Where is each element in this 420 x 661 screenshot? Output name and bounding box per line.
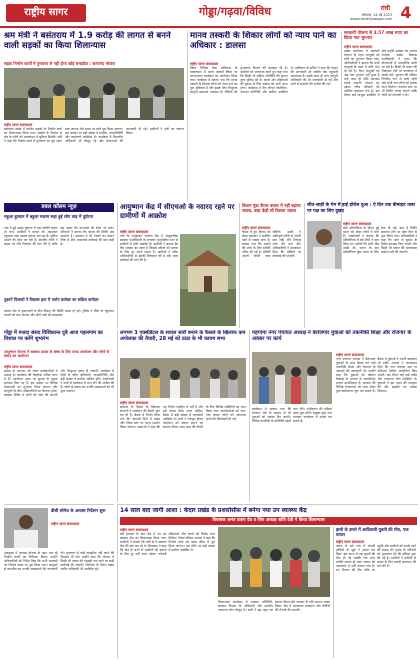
left-mini-photo <box>4 508 48 548</box>
trafficking-story <box>187 31 339 201</box>
double-column-label-text: डबल कॉलम न्यूज़ <box>41 204 77 210</box>
jeet-byline: राष्ट्रीय सागर संवाददाता <box>343 222 372 226</box>
section-title: गोड्डा/गढ़वा/विविध <box>150 3 320 21</box>
cross-right-body-2: कार्यक्रम में बताया गया कि रोजगार मेले के माध्यम से भी युवाओं को अवसर दिए जाएंगे। विभिन्न कंपनियों के प्रतिनिधि इसमें भाग लेंगे। पंजीकरण की प्रक्रिया जल्द शुरू होगी। इच्छुक युवा नगर पंचायत कार्यालय में संपर्क कर सकते हैं। <box>252 407 332 423</box>
ayushman-byline: राष्ट्रीय सागर संवाददाता <box>120 230 149 234</box>
ayushman-photo <box>180 234 236 326</box>
kishan-headline: किशन मुंडा कैंपस बवाल में नहीं बढ़ाया जवाब, कहा केंद्री सी विशला जवाब <box>242 203 301 213</box>
bottom-main-story <box>117 504 418 659</box>
kishan-body: कैंपस में हुए विवाद को लेकर प्रशासन ने संबंधित पक्षों से जवाब मांगा है। बताया गया कि मामले की जांच के लिए समिति गठित की गई है। समिति अपनी रिपोर्ट जल्द सौंपेगी। छात्रों ने शांतिपूर्ण तरीके से अपनी बात रखी और निष्पक्ष जांच की मांग की। अधिकारियों ने आश्वासन दिया कि दोषियों पर कार्रवाई की जाएगी। <box>242 230 301 258</box>
jeet-headline: जीत-साही के गेम में हाई होरोल दुआ : ऐ दिन तक बीमाहत ताबा पर पक्ष का लिए दुखद <box>307 203 415 214</box>
side-byline: राष्ट्रीय सागर संवाददाता <box>344 45 373 49</box>
cross-right-headline: महगामा नगर पंचायत अध्यक्ष ने बेरोजगार युवाओं को तकनीकी शिक्षा और रोजगार के अवसर पर कार्य <box>252 330 412 343</box>
bottom-main-body-2: शिलान्यास कार्यक्रम में पंचायत प्रतिनिधि, स्वास्थ्य विभाग के अधिकारी और स्थानीय गणमान्य लोग मौजूद थे। सभी ने इस पहल का स्वागत किया और सरकार के प्रति आभार व्यक्त किया। केंद्र में आवश्यक उपकरण और कर्मियों की तैनाती की जाएगी। <box>218 600 330 612</box>
cross-right-story <box>249 330 418 502</box>
godda-story <box>4 330 114 502</box>
bottom-main-body: लंबे इंतजार के बाद क्षेत्र में नए उप स्वास्थ्य केंद्र का शिलान्यास किया गया। ग्रामीणों ने बताया कि वर्षों से वे स्वास्थ्य केंद्र की मांग कर रहे थे। विधायक ने कहा कि केंद्र के बनने से ग्रामीणों को इलाज के लिए दूर नहीं जाना पड़ेगा। गर्भवती महिलाओं और बच्चों को विशेष लाभ मिलेगा। जिला परिषद अध्यक्ष ने कहा कि निर्माण कार्य तय समय सीमा में पूरा किया जाएगा। इस मौके पर बड़ी संख्या में ग्रामीण उपस्थित थे। <box>120 532 215 556</box>
paper-name: राष्ट्रीय सागर <box>24 7 68 18</box>
cross-left-photo <box>120 358 246 398</box>
bottom-mini-body: जंगल से सटे गांव में जंगली हाथियों के झुंड ने हमला कर दिया। इस घटना में एक युवती की मौत हो गई जबकि एक अन्य व्यक्ति घायल हो गया। घायल को अस्पताल में भर्ती कराया गया है। वन विभाग की टीम मौके पर पहुंची और ग्रामीणों को सतर्क रहने की सलाह दी। मृतक के परिजनों को मुआवजा देने की प्रक्रिया शुरू की गई है। ग्रामीणों ने हाथियों से बचाव के लिए स्थायी समाधान की मांग की है। <box>336 544 416 572</box>
edition-word: रांची <box>380 5 390 12</box>
bottom-main-byline: राष्ट्रीय सागर संवाददाता <box>120 528 149 532</box>
cross-left-story <box>117 330 247 502</box>
left-mini-headline: डीसी सोमेश के आवास निर्देशन शुरू <box>51 508 106 513</box>
cross-left-headline: लगभग 3 एक्सीडेंटल के सवाल सारी बनाने के फैसले के खिलाफ कम अपोलका की तैयारी, 28 मई को ठाठा के भी कायम सभा <box>120 330 246 342</box>
mid-brief-body: बाजार क्षेत्र में दुकानदारों के बीच विवाद की स्थिति उत्पन्न हो गई। पुलिस ने मौके पर पहुंचकर मामले को शांत कराया और दोनों पक्षों को समझाया। <box>4 309 114 317</box>
lead-body: बसंतराय प्रखंड में ग्रामीण सड़कों के निर्माण कार्य का शिलान्यास किया गया। सड़कों के निर्माण से क्षेत्र के लोगों को आवागमन में सुविधा मिलेगी। मंत्री ने कहा कि निर्माण कार्य में गुणवत्ता का पूरा ध्यान रखा जाएगा और समय पर कार्य पूरा किया जाएगा। इस अवसर पर बड़ी संख्या में ग्रामीण, जनप्रतिनिधि और कार्यकर्ता उपस्थित थे। कार्यक्रम में विभागीय अधिकारी भी मौजूद रहे और योजनाओं की जानकारी दी गई। ग्रामीणों ने मंत्री का स्वागत किया। <box>4 127 184 143</box>
portrait-image <box>307 221 341 269</box>
left-mini-story <box>4 504 114 659</box>
masthead-rule <box>0 26 420 28</box>
bottom-main-subhead: विधायक अनंत प्रताप देव व जिप अध्यक्ष शांति देवी ने किया शिलान्यास <box>212 518 325 523</box>
meeting-photo-image <box>120 358 246 398</box>
trafficking-headline: मानव तस्करी के शिकार लोगों को न्याय पाने का अधिकार : डालसा <box>190 31 337 51</box>
left-mini-body: उपायुक्त ने आवास योजना के तहत चल रहे निर्माण कार्यों का निरीक्षण किया। उन्होंने अधिकारियों को निर्देश दिया कि सभी आवासों का निर्माण समय पर पूरा किया जाए। लाभुकों से बातचीत कर उनकी समस्याओं की जानकारी ली। गुणवत्ता से कोई समझौता नहीं करने की हिदायत दी गई। उन्होंने कहा कि योजना में किसी भी प्रकार की गड़बड़ी पाए जाने पर कड़ी कार्रवाई की जाएगी। निरीक्षण के दौरान प्रखंड स्तरीय अधिकारी भी उपस्थित रहे। <box>4 551 114 571</box>
ayushman-story <box>117 203 237 328</box>
trafficking-byline: राष्ट्रीय सागर संवाददाता <box>190 62 219 66</box>
cross-right-byline: राष्ट्रीय सागर संवाददाता <box>336 353 365 357</box>
left-mini-byline: राष्ट्रीय सागर संवाददाता <box>51 522 80 526</box>
godda-byline: राष्ट्रीय सागर संवाददाता <box>4 365 33 369</box>
ayushman-headline: आयुष्मान केंद्र में सीएचओ के नदारद रहने पर ग्रामीणों में आक्रोश <box>120 203 235 220</box>
left-brief-1-body: गांव में हुई सड़क दुर्घटना में एक व्यक्ति घायल हो गया। ग्रामीणों ने घायल को अस्पताल पहुंचाया जहां उसका इलाज चल रहा है। पुलिस मामले की जांच कर रही है। स्थानीय लोगों ने सड़क पर गति नियंत्रण की मांग की है ताकि इस प्रकार की घटनाओं को रोका जा सके। परिजनों ने बताया कि घायल की स्थिति अब सामान्य है। प्रशासन ने भी मामले का संज्ञान लिया है और आवश्यक कार्रवाई की बात कही है। <box>4 226 114 246</box>
ayushman-body: गांव के आयुष्मान आरोग्य केंद्र में सामुदायिक स्वास्थ्य पदाधिकारी के लगातार अनुपस्थित रहने से ग्रामीणों में भारी आक्रोश है। ग्रामीणों ने बताया कि केंद्र अक्सर बंद रहता है जिससे मरीजों को इलाज के लिए दूर जाना पड़ता है। ग्रामीणों ने वरीय अधिकारियों से इसकी शिकायत की है और जल्द कार्रवाई की मांग की है। <box>120 234 178 262</box>
foundation-ceremony-photo-image <box>218 527 330 597</box>
date-line: सोमवार, 14 मई 2023 <box>361 13 392 17</box>
official-photo-image <box>4 508 48 548</box>
kishan-story <box>239 203 302 328</box>
left-brief-1-headline: महुआ हुल्यान में बहुला मकाम सहा हुई लोग ताड़ में दुर्घटना <box>4 214 94 219</box>
bottom-main-headline: 14 साल बाद जागी आशा : केदार प्रखंड के प्रशसोसीस में बनेगा नया उप स्वास्थ्य केंद्र <box>120 507 307 514</box>
jeet-body: खेल प्रतियोगिता के दौरान हुई घटना को लेकर लोगों में चर्चा है। आयोजकों ने बताया कि प्रतियोगिता में कई टीमों ने भाग लिया था। दर्शकों की भारी भीड़ उमड़ी थी। घटना के बाद प्रतियोगिता कुछ समय के लिए रोक दी गई। बाद में स्थिति सामान्य होने पर खेल फिर से शुरू किया गया। अधिकारियों ने कहा कि आगे से सुरक्षा के विशेष इंतजाम किए जाएंगे और किसी भी प्रकार की अव्यवस्था बर्दाश्त नहीं की जाएगी। <box>343 226 417 254</box>
cross-left-byline: राष्ट्रीय सागर संवाददाता <box>120 401 149 405</box>
page-number: 4 <box>400 3 412 22</box>
lead-story <box>4 31 184 201</box>
double-column-label <box>4 203 114 212</box>
bottom-mini-byline: राष्ट्रीय सागर संवाददाता <box>336 540 365 544</box>
mid-brief <box>4 298 114 328</box>
bottom-main-subhead-box <box>120 517 417 525</box>
paper-name-box <box>6 4 86 22</box>
cross-left-body: सरकार के फैसले के खिलाफ संगठनों ने आंदोलन की तैयारी शुरू कर दी है। बैठक में निर्णय लिया गया कि आगामी दिनों में प्रखंड और जिला स्तर पर धरना प्रदर्शन किया जाएगा। वक्ताओं ने कहा कि यह निर्णय जनहित में नहीं है और इसे वापस लिया जाना चाहिए। बैठक में बड़ी संख्या में कार्यकर्ता उपस्थित थे। सभी ने एकजुट होकर आंदोलन को सफल बनाने का संकल्प लिया। आम सभा की तैयारी के लिए विभिन्न समितियों का गठन किया गया। कार्यकर्ताओं को गांव-गांव जाकर लोगों को जागरूक करने की जिम्मेदारी दी गई। <box>120 405 246 429</box>
bottom-main-photo <box>218 527 330 597</box>
lead-byline: राष्ट्रीय सागर संवाददाता <box>4 123 33 127</box>
jeet-photo <box>307 221 341 269</box>
crowd-photo-image <box>4 68 184 120</box>
godda-subhead: आयुष्मान योजना में स्वास्थ्य प्रयास के संबंध के लिए समग्र आयोजन और लोगों से संवाद का आयोजन <box>4 350 110 359</box>
kishan-byline: राष्ट्रीय सागर संवाददाता <box>242 226 271 230</box>
masthead <box>0 0 420 30</box>
jeet-story <box>304 203 418 328</box>
godda-headline: गोड्डा में मजदा संसद विशिकान्त दुबे आज पहलगाम का विशाल पर करेंगे शुभारंभ <box>4 330 103 342</box>
lead-headline: श्रम मंत्री ने बसंतराय में 1.9 करोड़ की लागत से बनने वाली सड़कों का किया शिलान्यास <box>4 31 171 51</box>
trafficking-body: जिला विधिक सेवा प्राधिकार के तत्वावधान में मानव तस्करी विषय पर जागरूकता कार्यक्रम का आयोजन किया गया। कार्यक्रम में बताया गया कि मानव तस्करी के शिकार लोगों को न्याय पाने का पूरा अधिकार है और इसके लिए निःशुल्क कानूनी सहायता उपलब्ध है। पीड़ितों को मुआवजा दिलाने की व्यवस्था भी है। ग्रामीणों को जागरूक करते हुए कहा गया कि किसी भी संदिग्ध गतिविधि की सूचना तुरंत पुलिस को दें। बच्चों और महिलाओं की सुरक्षा के लिए समाज को आगे आना होगा। कार्यक्रम में पैरा लीगल वॉलंटियर, पंचायत प्रतिनिधि और ग्रामीण उपस्थित थे। प्राधिकार के सचिव ने कहा कि कानून की जानकारी हर व्यक्ति तक पहुंचानी आवश्यक है। इसके साथ ही अन्य कानूनी अधिकारों की भी जानकारी दी गई और सभी से सहयोग की अपील की गई। <box>190 66 338 94</box>
health-centre-photo-image <box>180 234 236 326</box>
cross-right-body: नगर पंचायत अध्यक्ष ने बेरोजगार युवाओं के साथ बैठक कर उन्हें तकनीकी शिक्षा और रोजगार के अवसरों की जानकारी दी। उन्होंने कहा कि युवाओं को कौशल विकास के माध्यम से आत्मनिर्भर बनाना प्राथमिकता है। सरकार की विभिन्न योजनाओं का लाभ लेकर युवा स्वरोजगार शुरू कर सकते हैं। बैठक में युवाओं ने अपनी समस्याएं भी रखीं। अध्यक्ष ने आश्वासन दिया कि नगर पंचायत स्तर पर प्रशिक्षण शिविर आयोजित किए जाएंगे। इस दौरान कई वार्ड पार्षद और गणमान्य लोग उपस्थित थे। युवाओं ने इस पहल की सराहना की और सहयोग का भरोसा दिलाया। <box>336 357 417 393</box>
godda-body: सांसद के आगमन को लेकर कार्यकर्ताओं में उत्साह है। कार्यक्रम की तैयारियां अंतिम चरण में हैं। आयोजन स्थल पर सुरक्षा के पुख्ता इंतजाम किए गए हैं। इस अवसर पर विभिन्न योजनाओं का शुभारंभ किया जाएगा और लाभुकों के बीच परिसंपत्तियों का वितरण होगा। स्वास्थ्य शिविर में लोगों की जांच की जाएगी और निःशुल्क दवाएं दी जाएंगी। कार्यक्रम में जिले के वरीय अधिकारी, जनप्रतिनिधि और बड़ी संख्या में ग्रामीण शामिल होंगे। आयोजकों ने सभी से कार्यक्रम में भाग लेने की अपील की है। लोगों से संवाद कर उनकी समस्याओं को भी सुना जाएगा। <box>4 369 114 397</box>
lead-photo <box>4 68 184 120</box>
left-brief-1 <box>4 214 114 296</box>
cross-right-photo <box>252 352 332 404</box>
bottom-mini-story <box>333 527 417 658</box>
side-body: प्रखंड कार्यालय में सरकारी योजना के तहत लाभुकों को राशि का भुगतान किया गया। अधिकारियों ने बताया कि सभी लाभुकों के खाते में राशि भेज दी गई है। जिन लाभुकों को अब तक भुगतान नहीं हुआ है उन्हें जल्द ही राशि उपलब्ध कराई जाएगी। योजना का उद्देश्य गरीब परिवारों को आर्थिक सहायता देना है। इस दौरान कई लाभुक उपस्थित थे और उन्होंने सरकार का आभार जताया। प्रखंड विकास पदाधिकारी ने कहा कि योजनाओं में पारदर्शिता बरती जा रही है। किसी भी प्रकार की शिकायत होने पर कार्यालय में संपर्क करें। भुगतान की प्रक्रिया नियमित रूप से जारी रहेगी और सभी पात्र लोगों को इसका लाभ मिलेगा। पंचायत स्तर पर भी शिविर लगाए जाएंगे ताकि लोगों को परेशानी न हो। <box>344 49 417 97</box>
site-url: www.rashtriyasagar.com <box>350 17 392 21</box>
mid-brief-headline: दुकानें पिशाचों ने विकास हात में पर्याय कलेक्ट का सक्रिय कर्मदार <box>4 297 99 302</box>
side-headline: सरकारी योजना से 3.57 लाख रुपए का किया गया भुगतान <box>344 31 409 42</box>
lead-subhead: सड़क निर्माण कार्यों में गुणवत्ता से नहीं होगा कोई समझौता : सत्यानंद भोक्ता <box>4 61 115 66</box>
bottom-mini-headline: हाथी के हमले में आदिवासी युवती की मौत, एक घायल <box>336 527 409 537</box>
youth-group-photo-image <box>252 352 332 404</box>
